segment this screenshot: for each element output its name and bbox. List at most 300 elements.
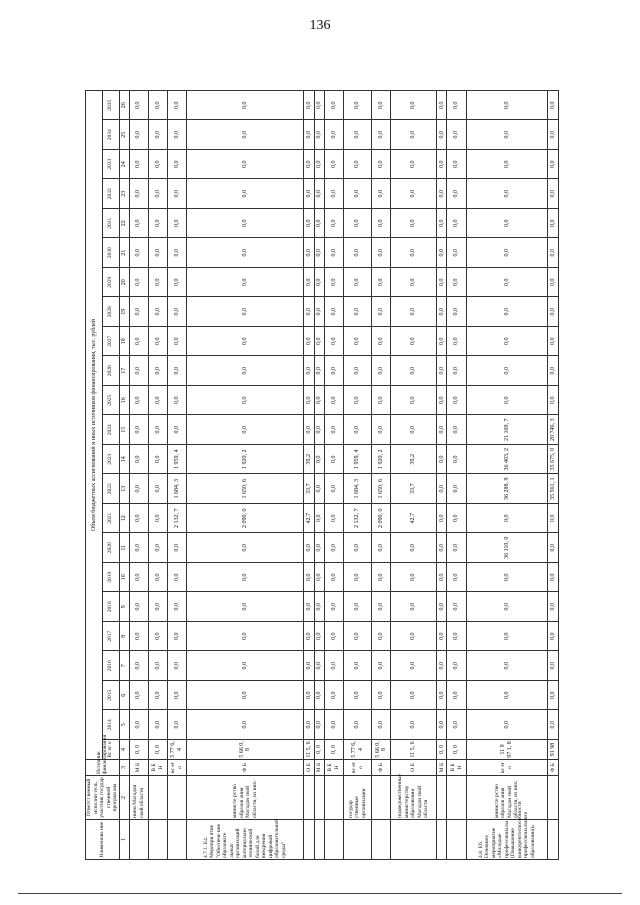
- cell-value: 0,0: [447, 563, 466, 593]
- cell-value: 0,0: [324, 504, 343, 534]
- cell-value: 0,0: [372, 356, 391, 386]
- cell-value: 0,0: [148, 238, 167, 268]
- cell-value: 0,0: [167, 592, 186, 622]
- column-number: 3: [119, 760, 129, 776]
- cell-value: 0,0: [437, 681, 447, 711]
- cell-value: 0,0: [372, 563, 391, 593]
- cell-source: М Б: [437, 760, 447, 776]
- cell-value: 0,0: [343, 268, 371, 298]
- cell-value: 0,0: [324, 592, 343, 622]
- cell-value: 0,0: [187, 533, 304, 563]
- cell-value: 0,0: [129, 681, 148, 711]
- cell-value: 0,0: [466, 622, 548, 652]
- header-year: 2029: [102, 268, 119, 298]
- column-number: 10: [119, 563, 129, 593]
- cell-value: 0,0: [343, 150, 371, 180]
- cell-value: 0,0: [324, 238, 343, 268]
- cell-total: 0, 0: [324, 740, 343, 760]
- cell-source: М Б: [129, 760, 148, 776]
- cell-value: 33,7: [304, 474, 314, 504]
- cell-value: 0,0: [447, 209, 466, 239]
- cell-value: 0,0: [437, 415, 447, 445]
- header-year: 2020: [102, 533, 119, 563]
- cell-value: 0,0: [167, 681, 186, 711]
- column-number: 4: [119, 740, 129, 760]
- cell-value: 0,0: [304, 209, 314, 239]
- cell-value: 0,0: [324, 268, 343, 298]
- cell-value: 0,0: [437, 297, 447, 327]
- cell-value: 0,0: [304, 563, 314, 593]
- cell-value: 0,0: [148, 268, 167, 298]
- cell-value: 0,0: [314, 474, 324, 504]
- cell-value: 0,0: [187, 622, 304, 652]
- cell-value: 0,0: [129, 622, 148, 652]
- table-row: [129, 91, 148, 860]
- cell-value: 0,0: [391, 356, 437, 386]
- cell-value: 0,0: [167, 533, 186, 563]
- cell-value: 36 288, 9: [466, 474, 548, 504]
- cell-value: 0,0: [167, 297, 186, 327]
- cell-value: 0,0: [148, 415, 167, 445]
- cell-value: 0,0: [167, 356, 186, 386]
- cell-value: 0,0: [437, 179, 447, 209]
- cell-value: 0,0: [548, 268, 558, 298]
- cell-value: 0,0: [343, 533, 371, 563]
- cell-value: 0,0: [343, 651, 371, 681]
- cell-value: 0,0: [167, 209, 186, 239]
- cell-value: 0,0: [167, 563, 186, 593]
- column-number: 14: [119, 445, 129, 475]
- cell-value: 0,0: [167, 651, 186, 681]
- cell-value: 0,0: [187, 209, 304, 239]
- column-number: 24: [119, 150, 129, 180]
- cell-value: 0,0: [314, 681, 324, 711]
- cell-responsible: [447, 776, 466, 820]
- header-year: 2032: [102, 179, 119, 209]
- cell-value: 0,0: [304, 120, 314, 150]
- cell-responsible: [304, 776, 314, 820]
- cell-value: 0,0: [187, 356, 304, 386]
- cell-value: 0,0: [148, 179, 167, 209]
- page-number: 136: [309, 18, 331, 33]
- cell-value: 0,0: [447, 622, 466, 652]
- cell-value: 0,0: [343, 327, 371, 357]
- cell-total: 0, 0: [129, 740, 148, 760]
- cell-value: 0,0: [304, 238, 314, 268]
- header-source: Источник финансирования: [86, 760, 120, 776]
- cell-value: 39,2: [391, 445, 437, 475]
- cell-value: 0,0: [548, 681, 558, 711]
- cell-value: 0,0: [314, 622, 324, 652]
- header-year: 2022: [102, 474, 119, 504]
- cell-value: 0,0: [437, 150, 447, 180]
- cell-total: 5 66 0, 8: [187, 740, 304, 760]
- cell-value: 0,0: [167, 710, 186, 740]
- column-number: 19: [119, 297, 129, 327]
- cell-total: 11 5, 6: [391, 740, 437, 760]
- cell-name: 4.8. Е6. Основное мероприятие «Молодые профессионалы (Повышение конкурентоспособности профессионального образования)»: [466, 820, 548, 860]
- cell-value: 0,0: [391, 592, 437, 622]
- cell-name: [447, 820, 466, 860]
- cell-value: 0,0: [372, 710, 391, 740]
- cell-value: 0,0: [466, 268, 548, 298]
- cell-value: 0,0: [548, 120, 558, 150]
- cell-value: 0,0: [548, 622, 558, 652]
- cell-value: 0,0: [391, 651, 437, 681]
- cell-value: 0,0: [129, 592, 148, 622]
- cell-value: 0,0: [187, 592, 304, 622]
- cell-value: 0,0: [372, 297, 391, 327]
- cell-value: 2 090, 0: [372, 504, 391, 534]
- header-responsible: Ответст венный исполни тель, участник государ ственной програм мы: [86, 777, 118, 818]
- cell-source: В Б Н: [324, 760, 343, 776]
- cell-value: 0,0: [372, 209, 391, 239]
- cell-value: 0,0: [314, 91, 324, 121]
- cell-value: 0,0: [167, 327, 186, 357]
- cell-value: 0,0: [304, 297, 314, 327]
- cell-value: 0,0: [548, 238, 558, 268]
- cell-value: 0,0: [391, 563, 437, 593]
- cell-value: 0,0: [129, 209, 148, 239]
- column-number: 2: [119, 776, 129, 820]
- cell-value: 0,0: [167, 622, 186, 652]
- cell-value: 0,0: [466, 120, 548, 150]
- cell-value: 0,0: [129, 297, 148, 327]
- cell-value: 1 650, 6: [187, 474, 304, 504]
- cell-value: 0,0: [466, 297, 548, 327]
- cell-value: 0,0: [343, 297, 371, 327]
- cell-value: 0,0: [324, 179, 343, 209]
- cell-value: 0,0: [372, 651, 391, 681]
- cell-name: [304, 820, 314, 860]
- cell-value: 0,0: [324, 533, 343, 563]
- column-number: 16: [119, 386, 129, 416]
- cell-name: [324, 820, 343, 860]
- cell-total: 11 9 97 1, 8: [466, 740, 548, 760]
- cell-source: Ф Б: [548, 760, 558, 776]
- cell-value: 1 684, 3: [343, 474, 371, 504]
- cell-value: 0,0: [548, 297, 558, 327]
- cell-total: 11 5, 6: [304, 740, 314, 760]
- cell-value: 0,0: [187, 651, 304, 681]
- cell-responsible: [314, 776, 324, 820]
- cell-value: 0,0: [304, 533, 314, 563]
- cell-source: О Б: [304, 760, 314, 776]
- cell-value: 0,0: [304, 622, 314, 652]
- cell-name: [372, 820, 391, 860]
- cell-value: 0,0: [129, 238, 148, 268]
- header-year: 2031: [102, 209, 119, 239]
- cell-total: 0, 0: [148, 740, 167, 760]
- cell-value: 0,0: [437, 238, 447, 268]
- cell-total: 5 77 6, 4: [167, 740, 186, 760]
- cell-value: 0,0: [548, 710, 558, 740]
- cell-value: 0,0: [548, 592, 558, 622]
- cell-total: 0, 0: [437, 740, 447, 760]
- cell-value: 0,0: [372, 91, 391, 121]
- cell-value: 0,0: [129, 327, 148, 357]
- table-row: [372, 91, 391, 860]
- cell-value: 0,0: [391, 238, 437, 268]
- cell-value: 35 675, 0: [548, 445, 558, 475]
- cell-value: 0,0: [314, 386, 324, 416]
- table-row: [466, 91, 548, 860]
- cell-value: 0,0: [187, 681, 304, 711]
- cell-value: 0,0: [187, 238, 304, 268]
- cell-value: 0,0: [148, 474, 167, 504]
- cell-value: 0,0: [324, 150, 343, 180]
- cell-value: 0,0: [187, 386, 304, 416]
- header-year: 2017: [102, 622, 119, 652]
- cell-name: [129, 820, 148, 860]
- table-row: [314, 91, 324, 860]
- cell-value: 0,0: [343, 386, 371, 416]
- cell-value: 0,0: [466, 150, 548, 180]
- cell-value: 0,0: [148, 356, 167, 386]
- header-year: 2028: [102, 297, 119, 327]
- cell-value: 0,0: [304, 91, 314, 121]
- table-row: [343, 91, 371, 860]
- cell-value: 0,0: [372, 415, 391, 445]
- cell-value: 0,0: [167, 238, 186, 268]
- table-row: [148, 91, 167, 860]
- cell-value: 0,0: [391, 681, 437, 711]
- cell-value: 0,0: [324, 120, 343, 150]
- cell-value: 0,0: [466, 209, 548, 239]
- cell-value: 0,0: [324, 209, 343, 239]
- cell-value: 0,0: [372, 268, 391, 298]
- cell-value: 0,0: [304, 386, 314, 416]
- cell-value: 0,0: [343, 209, 371, 239]
- cell-value: 0,0: [148, 120, 167, 150]
- cell-value: 0,0: [148, 710, 167, 740]
- cell-value: 0,0: [304, 710, 314, 740]
- cell-value: 0,0: [304, 592, 314, 622]
- cell-value: 0,0: [391, 268, 437, 298]
- cell-value: 0,0: [187, 120, 304, 150]
- cell-value: 1 920, 2: [187, 445, 304, 475]
- cell-value: 0,0: [466, 386, 548, 416]
- cell-value: 1 920, 2: [372, 445, 391, 475]
- cell-value: 0,0: [548, 386, 558, 416]
- cell-value: 0,0: [324, 681, 343, 711]
- cell-value: 0,0: [148, 209, 167, 239]
- cell-value: 0,0: [343, 179, 371, 209]
- header-year: 2023: [102, 445, 119, 475]
- cell-value: 0,0: [391, 327, 437, 357]
- cell-value: 0,0: [466, 91, 548, 121]
- cell-value: 0,0: [447, 327, 466, 357]
- cell-value: 0,0: [447, 179, 466, 209]
- cell-value: 0,0: [324, 415, 343, 445]
- cell-value: 0,0: [129, 268, 148, 298]
- cell-value: 0,0: [324, 327, 343, 357]
- cell-value: 0,0: [324, 297, 343, 327]
- cell-value: 0,0: [466, 356, 548, 386]
- column-number: 15: [119, 415, 129, 445]
- cell-value: 0,0: [548, 179, 558, 209]
- cell-value: 0,0: [447, 445, 466, 475]
- cell-value: 0,0: [447, 238, 466, 268]
- table-row: [167, 91, 186, 860]
- cell-value: 0,0: [304, 327, 314, 357]
- cell-value: 0,0: [129, 651, 148, 681]
- cell-value: 0,0: [324, 445, 343, 475]
- cell-value: 0,0: [447, 710, 466, 740]
- cell-value: 20 746, 3: [548, 415, 558, 445]
- cell-value: 0,0: [391, 120, 437, 150]
- cell-responsible: [324, 776, 343, 820]
- column-number: 6: [119, 681, 129, 711]
- cell-total: 0, 0: [314, 740, 324, 760]
- cell-value: 0,0: [447, 120, 466, 150]
- cell-value: 0,0: [548, 651, 558, 681]
- cell-value: 0,0: [447, 297, 466, 327]
- cell-responsible: [148, 776, 167, 820]
- header-year: 2034: [102, 120, 119, 150]
- cell-value: 0,0: [314, 120, 324, 150]
- cell-value: 0,0: [148, 386, 167, 416]
- cell-value: 0,0: [372, 533, 391, 563]
- cell-value: 0,0: [167, 120, 186, 150]
- cell-value: 0,0: [466, 651, 548, 681]
- cell-value: 0,0: [314, 356, 324, 386]
- cell-value: 0,0: [304, 356, 314, 386]
- cell-responsible: государ ственные организации: [343, 776, 371, 820]
- column-number: 23: [119, 179, 129, 209]
- cell-value: 0,0: [447, 533, 466, 563]
- cell-value: 1 650, 6: [372, 474, 391, 504]
- cell-value: 0,0: [129, 474, 148, 504]
- cell-value: 0,0: [129, 563, 148, 593]
- cell-value: 0,0: [314, 327, 324, 357]
- cell-responsible: [437, 776, 447, 820]
- cell-value: 0,0: [148, 150, 167, 180]
- cell-name: [167, 820, 186, 860]
- cell-value: 0,0: [187, 415, 304, 445]
- cell-value: 0,0: [447, 268, 466, 298]
- cell-value: 0,0: [437, 268, 447, 298]
- cell-value: 0,0: [324, 563, 343, 593]
- cell-value: 0,0: [129, 445, 148, 475]
- cell-value: 0,0: [437, 592, 447, 622]
- header-year: 2027: [102, 327, 119, 357]
- cell-value: 0,0: [187, 268, 304, 298]
- cell-value: 0,0: [314, 150, 324, 180]
- cell-value: 0,0: [391, 622, 437, 652]
- cell-value: 0,0: [437, 120, 447, 150]
- cell-value: 0,0: [314, 651, 324, 681]
- cell-responsible: [167, 776, 186, 820]
- cell-value: 1 959, 4: [343, 445, 371, 475]
- cell-value: 0,0: [324, 386, 343, 416]
- cell-value: 0,0: [437, 474, 447, 504]
- column-number: 1: [119, 820, 129, 860]
- cell-value: 0,0: [148, 622, 167, 652]
- header-group-title: Объем бюджетных ассигнований и иных источников финансирования, тыс. рублей: [86, 91, 103, 760]
- cell-value: 0,0: [391, 415, 437, 445]
- cell-value: 0,0: [304, 179, 314, 209]
- cell-value: 42,7: [304, 504, 314, 534]
- cell-value: 0,0: [129, 120, 148, 150]
- cell-source: вс ег о: [466, 760, 548, 776]
- cell-value: 0,0: [343, 238, 371, 268]
- cell-value: 0,0: [148, 297, 167, 327]
- cell-value: 0,0: [437, 563, 447, 593]
- cell-value: 0,0: [324, 710, 343, 740]
- cell-value: 0,0: [548, 209, 558, 239]
- cell-value: 0,0: [187, 297, 304, 327]
- header-year: 2014: [102, 710, 119, 740]
- cell-value: 0,0: [343, 356, 371, 386]
- cell-value: 0,0: [437, 504, 447, 534]
- cell-value: 0,0: [548, 504, 558, 534]
- cell-value: 0,0: [343, 592, 371, 622]
- header-year: 2021: [102, 504, 119, 534]
- cell-responsible: подведомственные министерству образования Магадан ской области: [391, 776, 437, 820]
- cell-value: 0,0: [447, 504, 466, 534]
- cell-source: вс ег о: [167, 760, 186, 776]
- cell-value: 0,0: [372, 327, 391, 357]
- cell-value: 0,0: [167, 268, 186, 298]
- cell-value: 0,0: [187, 91, 304, 121]
- cell-value: 0,0: [314, 533, 324, 563]
- cell-value: 0,0: [129, 150, 148, 180]
- header-year: 2018: [102, 592, 119, 622]
- cell-value: 0,0: [167, 386, 186, 416]
- header-year: 2030: [102, 238, 119, 268]
- cell-source: вс ег о: [343, 760, 371, 776]
- cell-value: 0,0: [343, 681, 371, 711]
- table-row: [548, 91, 558, 860]
- cell-value: 0,0: [314, 415, 324, 445]
- cell-name: [437, 820, 447, 860]
- cell-value: 0,0: [148, 504, 167, 534]
- cell-name: [343, 820, 371, 860]
- cell-total: 5 66 0, 8: [372, 740, 391, 760]
- header-year: 2015: [102, 681, 119, 711]
- header-year: 2016: [102, 651, 119, 681]
- cell-value: 0,0: [372, 150, 391, 180]
- cell-value: 0,0: [304, 651, 314, 681]
- column-number: 12: [119, 504, 129, 534]
- table-row: [324, 91, 343, 860]
- cell-value: 36 110, 0: [466, 533, 548, 563]
- cell-value: 1 959, 4: [167, 445, 186, 475]
- cell-value: 0,0: [148, 91, 167, 121]
- cell-responsible: министе рство образов ания Магадан ской области, из них:: [187, 776, 304, 820]
- cell-value: 21 169, 7: [466, 415, 548, 445]
- column-number: 17: [119, 356, 129, 386]
- rotated-table-container: [85, 90, 556, 860]
- cell-value: 0,0: [314, 179, 324, 209]
- cell-value: 0,0: [324, 91, 343, 121]
- cell-value: 0,0: [391, 297, 437, 327]
- cell-value: 0,0: [372, 386, 391, 416]
- cell-value: 0,0: [447, 150, 466, 180]
- cell-responsible: [548, 776, 558, 820]
- cell-value: 0,0: [148, 533, 167, 563]
- table-row: [187, 91, 304, 860]
- cell-value: 0,0: [148, 651, 167, 681]
- cell-name: 4.7.1. Е4. Меропри ятие "Обеспече ние образовате льных организаций материально технической базой для внедрения цифровой образовательной среды": [187, 820, 304, 860]
- cell-value: 0,0: [148, 681, 167, 711]
- cell-total: 0, 0: [447, 740, 466, 760]
- cell-value: 0,0: [548, 150, 558, 180]
- cell-value: 0,0: [548, 563, 558, 593]
- cell-value: 0,0: [343, 120, 371, 150]
- column-number: 8: [119, 622, 129, 652]
